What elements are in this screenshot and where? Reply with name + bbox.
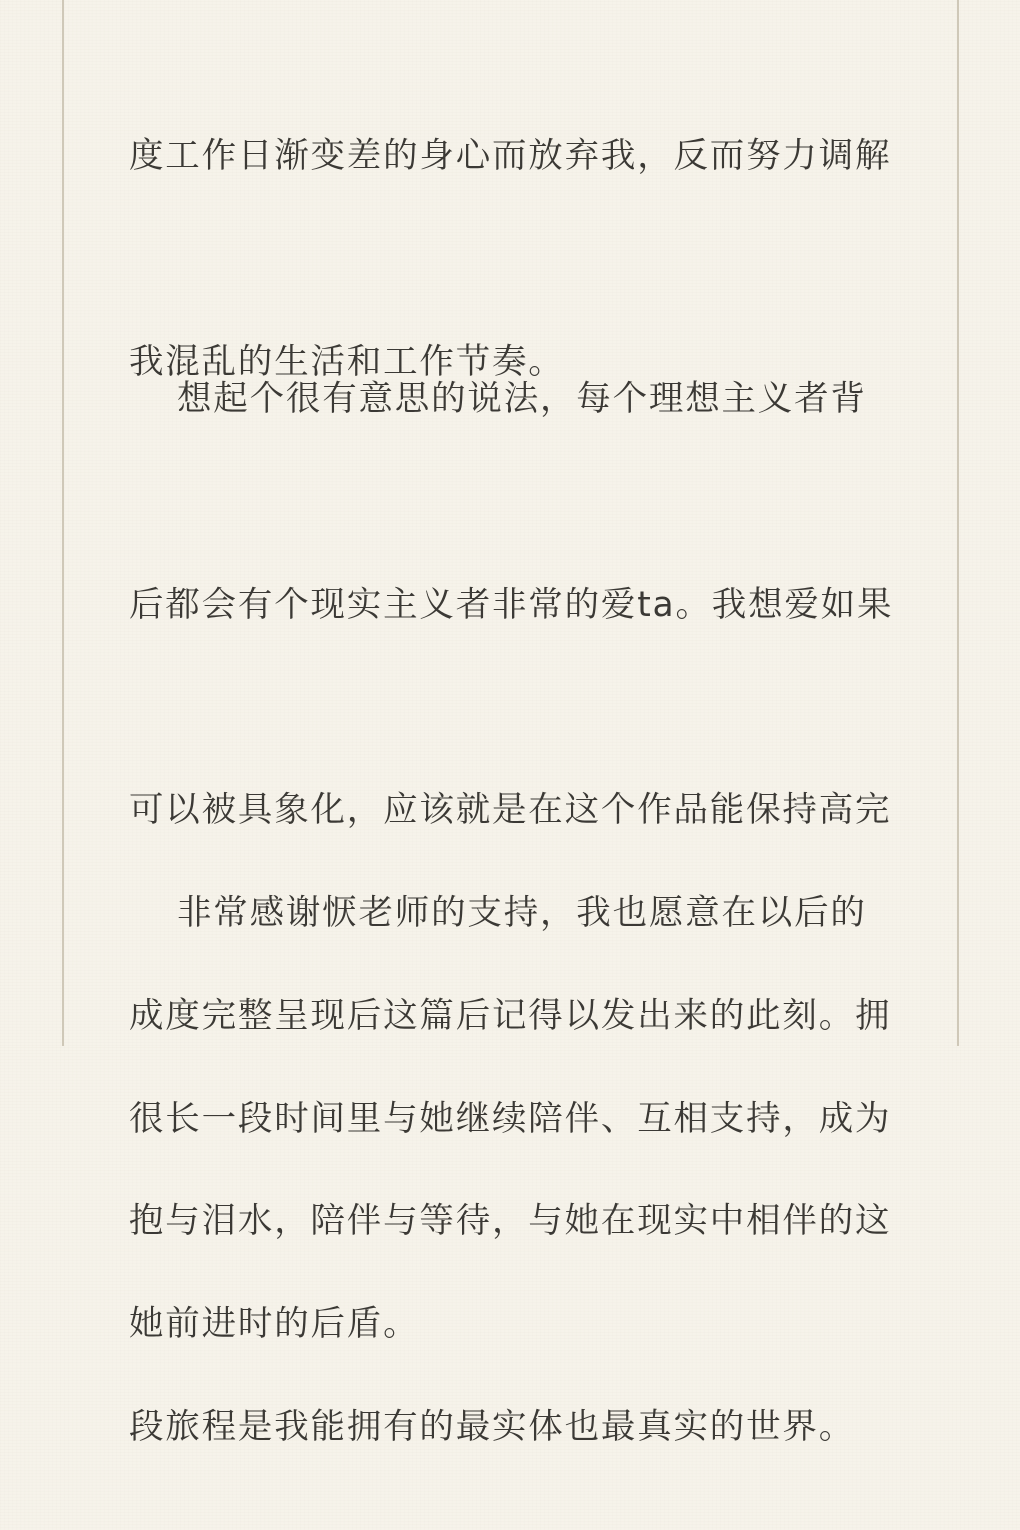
paragraph-line: 她前进时的后盾。 (129, 1304, 420, 1344)
page-border-left (62, 0, 64, 1046)
paragraph-line: 抱与泪水，陪伴与等待，与她在现实中相伴的这 (129, 1201, 892, 1241)
paragraph-line: 我混乱的生活和工作节奏。 (129, 341, 565, 382)
paragraph-3 (129, 742, 909, 1427)
paragraph-line-indented (129, 879, 909, 948)
paragraph-line: 很长一段时间里与她继续陪伴、互相支持，成为 (129, 1098, 892, 1139)
paragraph-line: 成度完整呈现后这篇后记得以发出来的此刻。拥 (129, 995, 892, 1036)
paragraph-line-indented (129, 365, 909, 434)
paragraph-line: 可以被具象化，应该就是在这个作品能保持高完 (129, 790, 892, 830)
page-border-right (957, 0, 959, 1046)
paragraph-line: 度工作日渐变差的身心而放弃我，反而努力调解 (129, 136, 892, 176)
paragraph-line-text: 想起个很有意思的说法，每个理想主义者背 (177, 379, 867, 419)
paragraph-line: 段旅程是我能拥有的最实体也最真实的世界。 (129, 1406, 855, 1447)
paragraph-line: 后都会有个现实主义者非常的爱ta。我想爱如果 (129, 584, 894, 625)
paragraph-line-text: 非常感谢恹老师的支持，我也愿意在以后的 (177, 893, 867, 933)
